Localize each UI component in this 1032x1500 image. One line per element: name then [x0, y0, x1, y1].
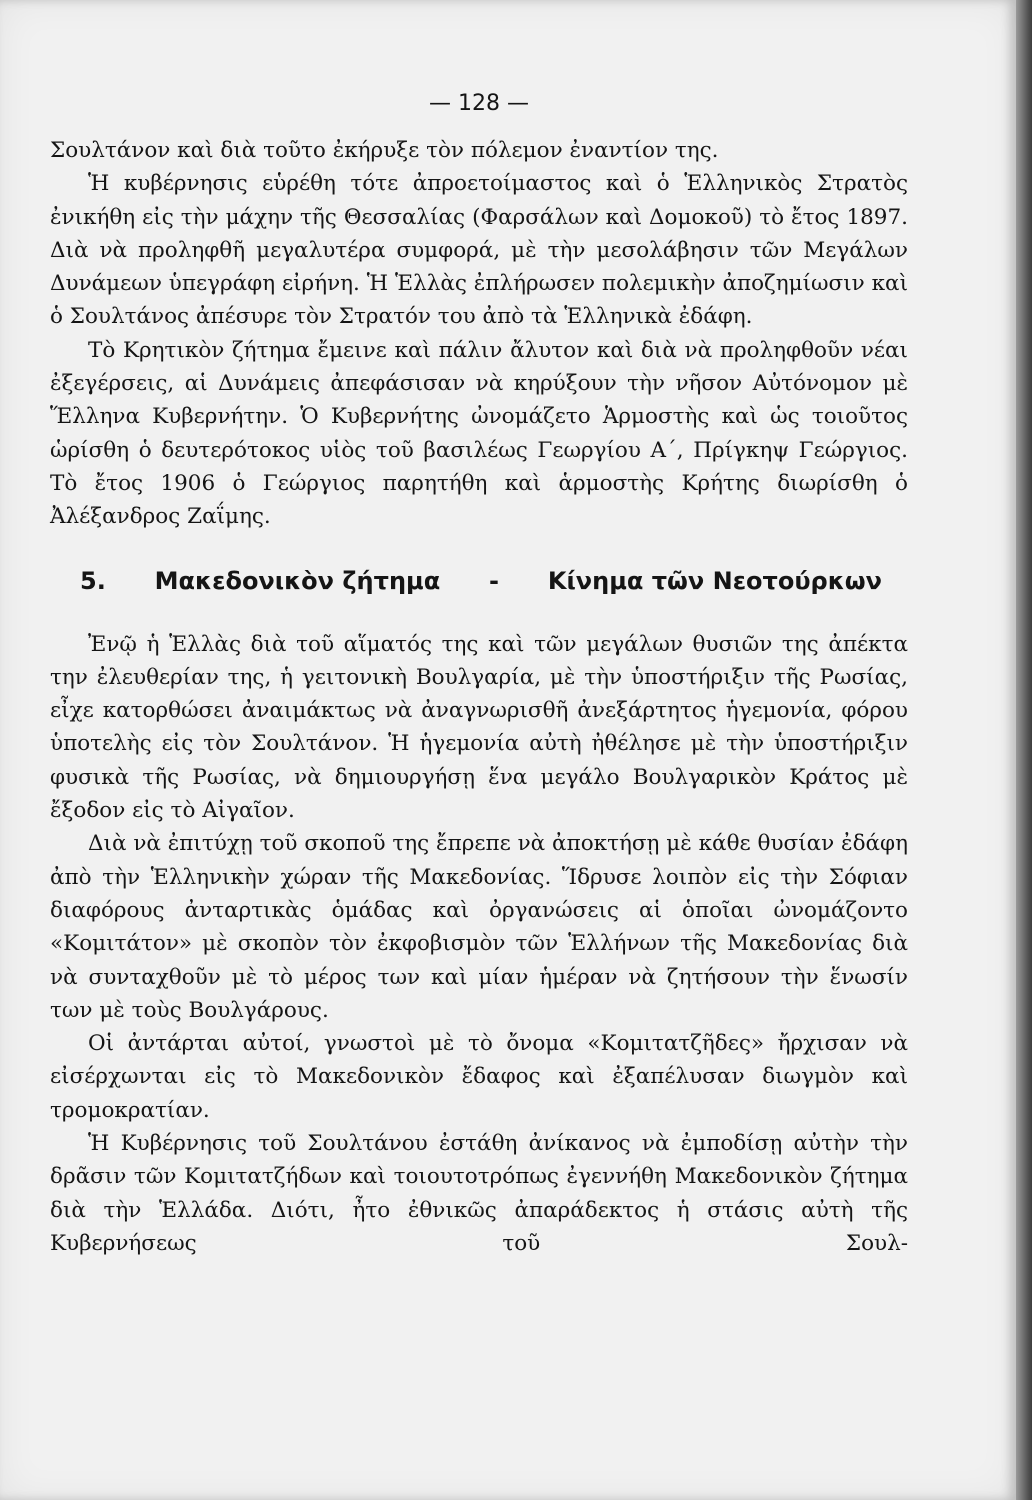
paragraph-war-1897: Ἡ κυβέρνησις εὑρέθη τότε ἀπροετοίμαστος καὶ ὁ Ἑλληνικὸς Στρατὸς ἐνικήθη εἰς τὴν μάχην τῆς Θεσσαλίας (Φαρσάλων καὶ Δομοκοῦ) τὸ ἔτος 1897. Διὰ νὰ προληφθῆ μεγαλυτέρα συμφορά, μὲ τὴν μεσολάβησιν τῶν Μεγάλων Δυνάμεων ὑπεγράφη εἰρήνη. Ἡ Ἑλλὰς ἐπλήρωσεν πολεμικὴν ἀποζημίωσιν καὶ ὁ Σουλτάνος ἀπέσυρε τὸν Στρατόν του ἀπὸ τὰ Ἑλληνικὰ ἐδάφη.	[50, 171, 908, 330]
paragraph-macedonian-question: Ἡ Κυβέρνησις τοῦ Σουλτάνου ἐστάθη ἀνίκανος νὰ ἐμποδίσῃ αὐτὴν τὴν δρᾶσιν τῶν Κομιτατζήδων καὶ τοιουτοτρόπως ἐγεννήθη Μακεδονικὸν ζήτημα διὰ τὴν Ἑλλάδα. Διότι, ἦτο ἐθνικῶς ἀπαράδεκτος ἡ στάσις αὐτὴ τῆς Κυβερνήσεως τοῦ Σουλ-	[50, 1131, 908, 1256]
page-edge-shadow	[1016, 0, 1032, 1500]
section-title-separator: -	[489, 566, 499, 595]
paragraph-continuation: Σουλτάνον καὶ διὰ τοῦτο ἐκήρυξε τὸν πόλεμον ἐναντίον της.	[50, 138, 719, 163]
section-number: 5.	[80, 566, 106, 595]
page-content	[50, 84, 908, 1260]
section-title-left: Μακεδονικὸν ζήτημα	[154, 566, 441, 595]
paragraph-cretan-question: Τὸ Κρητικὸν ζήτημα ἔμεινε καὶ πάλιν ἄλυτον καὶ διὰ νὰ προληφθοῦν νέαι ἐξεγέρσεις, αἱ Δυνάμεις ἀπεφάσισαν νὰ κηρύξουν τὴν νῆσον Αὐτόνομον μὲ Ἕλληνα Κυβερνήτην. Ὁ Κυβερνήτης ὠνομάζετο Ἁρμοστὴς καὶ ὡς τοιοῦτος ὡρίσθη ὁ δευτερότοκος υἱὸς τοῦ βασιλέως Γεωργίου Α΄, Πρίγκηψ Γεώργιος. Τὸ ἔτος 1906 ὁ Γεώργιος παρητήθη καὶ ἁρμοστὴς Κρήτης διωρίσθη ὁ Ἀλέξανδρος Ζαΐμης.	[50, 337, 908, 530]
paragraph-komitaton: Διὰ νὰ ἐπιτύχῃ τοῦ σκοποῦ της ἔπρεπε νὰ ἀποκτήσῃ μὲ κάθε θυσίαν ἐδάφη ἀπὸ τὴν Ἑλληνικὴν χώραν τῆς Μακεδονίας. Ἵδρυσε λοιπὸν εἰς τὴν Σόφιαν διαφόρους ἀνταρτικὰς ὁμάδας καὶ ὀργανώσεις αἱ ὁποῖαι ὠνομάζοντο «Κομιτάτον» μὲ σκοπὸν τὸν ἐκφοβισμὸν τῶν Ἑλλήνων τῆς Μακεδονίας διὰ νὰ συνταχθοῦν μὲ τὸ μέρος των καὶ μίαν ἡμέραν νὰ ζητήσουν τὴν ἕνωσίν των μὲ τοὺς Βουλγάρους.	[50, 831, 908, 1023]
paragraph-bulgaria: Ἐνῷ ἡ Ἑλλὰς διὰ τοῦ αἵματός της καὶ τῶν μεγάλων θυσιῶν της ἀπέκτα την ἐλευθερίαν της, ἡ γειτονικὴ Βουλγαρία, μὲ τὴν ὑποστήριξιν τῆς Ρωσίας, εἶχε κατορθώσει ἀναιμάκτως νὰ ἀναγνωρισθῆ ἀνεξάρτητος ἡγεμονία, φόρου ὑποτελὴς εἰς τὸν Σουλτάνον. Ἡ ἡγεμονία αὐτὴ ἠθέλησε μὲ τὴν ὑποστήριξιν φυσικὰ τῆς Ρωσίας, νὰ δημιουργήσῃ ἕνα μεγάλο Βουλγαρικὸν Κράτος μὲ ἔξοδον εἰς τὸ Αἰγαῖον.	[50, 631, 908, 824]
section-heading	[50, 563, 908, 599]
paragraph-komitatzides: Οἱ ἀντάρται αὐτοί, γνωστοὶ μὲ τὸ ὄνομα «Κομιτατζῆδες» ἤρχισαν νὰ εἰσέρχωνται εἰς τὸ Μακεδονικὸν ἔδαφος καὶ ἐξαπέλυσαν διωγμὸν καὶ τρομοκρατίαν.	[50, 1031, 908, 1123]
page-number: — 128 —	[429, 91, 529, 116]
section-title-right: Κίνημα τῶν Νεοτούρκων	[547, 566, 882, 595]
